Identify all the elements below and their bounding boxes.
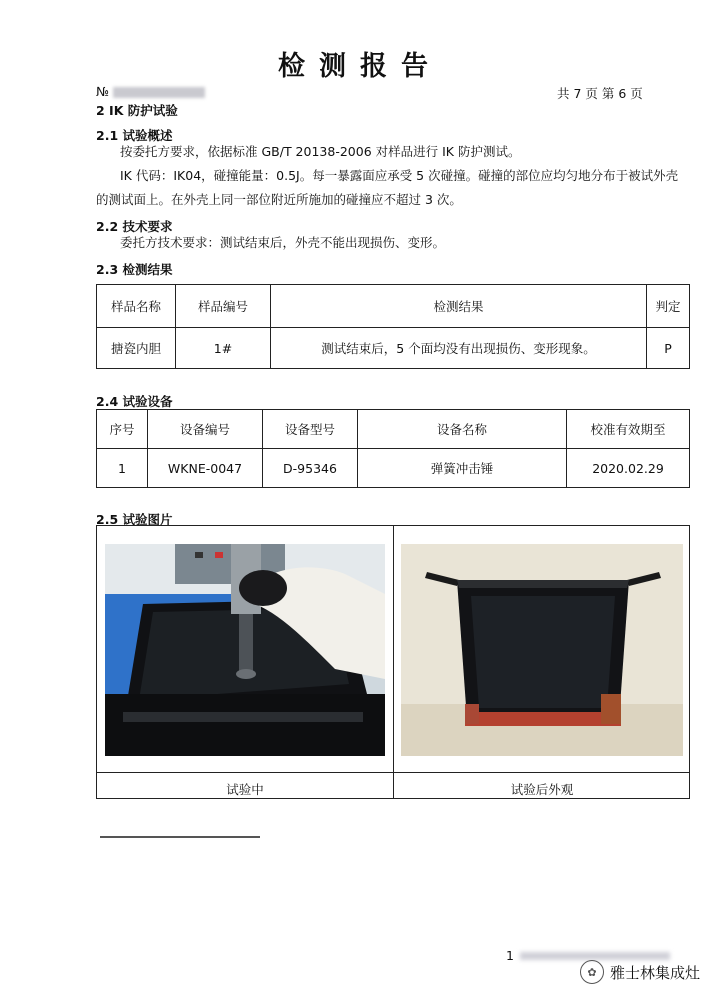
report-number xyxy=(96,84,205,99)
result-cell-sample-name: 搪瓷内胆 xyxy=(97,328,176,369)
requirement-text: 委托方技术要求：测试结束后，外壳不能出现损伤、变形。 xyxy=(120,235,446,250)
result-heading: 2.3 检测结果 xyxy=(96,262,173,277)
section-heading-ik: 2 IK 防护试验 xyxy=(96,103,178,118)
result-cell-judgement: P xyxy=(647,328,690,369)
wechat-icon: ✿ xyxy=(580,960,604,984)
equip-cell-calibration: 2020.02.29 xyxy=(567,449,690,488)
overview-paragraph-2-line2: 的测试面上。在外壳上同一部位附近所施加的碰撞应不超过 3 次。 xyxy=(96,192,462,207)
requirement-heading: 2.2 技术要求 xyxy=(96,219,173,234)
photo-caption-in-progress: 试验中 xyxy=(226,782,264,797)
equip-header-index: 序号 xyxy=(97,410,148,449)
photo-caption-after-test: 试验后外观 xyxy=(510,782,574,797)
equip-cell-name: 弹簧冲击锤 xyxy=(358,449,567,488)
result-header-sample-id: 样品编号 xyxy=(176,285,271,328)
report-number-label: № xyxy=(96,84,110,99)
redacted-number xyxy=(113,87,205,98)
overview-heading: 2.1 试验概述 xyxy=(96,128,173,143)
equipment-table xyxy=(96,409,690,488)
overview-paragraph-2-line1: IK 代码：IK04，碰撞能量：0.5J。每一暴露面应承受 5 次碰撞。碰撞的部位应均匀地分布于被试外壳 xyxy=(120,168,679,183)
photo-divider-vertical xyxy=(393,526,394,798)
wechat-watermark xyxy=(580,960,700,984)
photo-grid xyxy=(96,525,690,799)
result-table xyxy=(96,284,690,369)
equip-cell-model: D-95346 xyxy=(263,449,358,488)
equipment-table-header-row xyxy=(97,410,690,449)
table-row xyxy=(97,328,690,369)
equip-header-name: 设备名称 xyxy=(358,410,567,449)
photo-after-test xyxy=(401,544,683,756)
footer-redacted-text xyxy=(520,952,670,960)
result-cell-result: 测试结束后，5 个面均没有出现损伤、变形现象。 xyxy=(271,328,647,369)
equip-header-id: 设备编号 xyxy=(148,410,263,449)
result-header-result: 检测结果 xyxy=(271,285,647,328)
result-header-sample-name: 样品名称 xyxy=(97,285,176,328)
result-cell-sample-id: 1# xyxy=(176,328,271,369)
photo-heading: 2.5 试验图片 xyxy=(96,512,173,527)
watermark-brand: 雅士林集成灶 xyxy=(609,963,700,982)
equip-cell-id: WKNE-0047 xyxy=(148,449,263,488)
photo-divider-horizontal xyxy=(97,772,689,773)
table-row xyxy=(97,449,690,488)
page-info: 共 7 页 第 6 页 xyxy=(557,86,643,101)
result-header-judgement: 判定 xyxy=(647,285,690,328)
equip-cell-index: 1 xyxy=(97,449,148,488)
equip-header-calibration: 校准有效期至 xyxy=(567,410,690,449)
overview-paragraph-1: 按委托方要求，依据标准 GB/T 20138-2006 对样品进行 IK 防护测试。 xyxy=(120,144,521,159)
equipment-heading: 2.4 试验设备 xyxy=(96,394,173,409)
equip-header-model: 设备型号 xyxy=(263,410,358,449)
after-test-image xyxy=(401,544,683,756)
photo-test-in-progress xyxy=(105,544,385,756)
footer-divider xyxy=(100,836,260,838)
report-title: 检测报告 xyxy=(278,51,442,82)
footer-page-mark: 1 xyxy=(506,948,514,963)
test-in-progress-image xyxy=(105,544,385,756)
result-table-header-row xyxy=(97,285,690,328)
